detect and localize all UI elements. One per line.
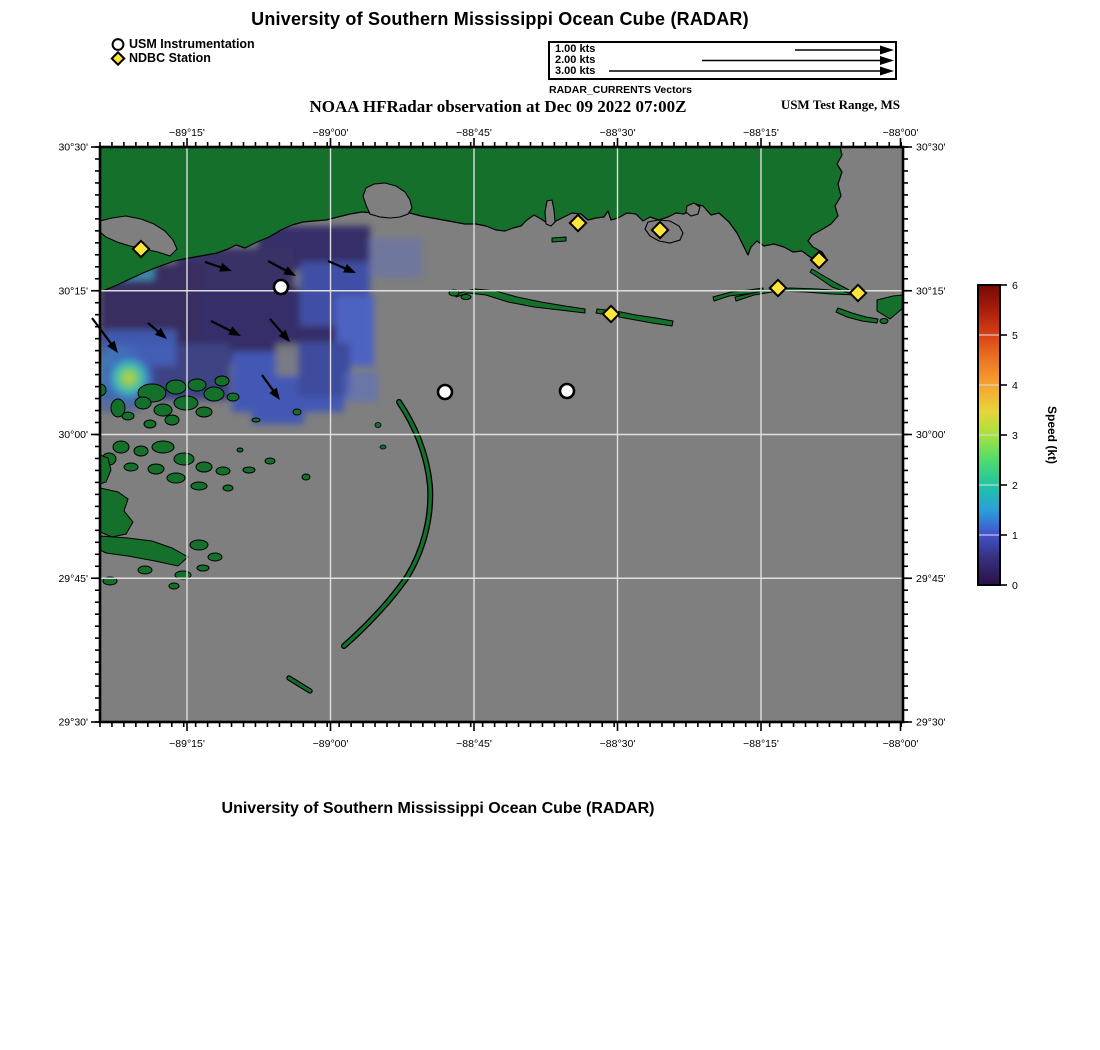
x-tick-label: −88°00' bbox=[882, 738, 919, 750]
y-tick-label: 30°00' bbox=[916, 429, 946, 441]
colorbar-tick-label: 5 bbox=[1012, 330, 1018, 342]
y-tick-label: 29°45' bbox=[58, 572, 88, 585]
y-tick-label: 29°30' bbox=[916, 716, 946, 729]
test-range-label: USM Test Range, MS bbox=[780, 97, 900, 112]
x-tick-label: −89°15' bbox=[169, 127, 205, 139]
x-tick-label: −88°00' bbox=[882, 127, 919, 139]
x-tick-label: −88°15' bbox=[743, 127, 779, 139]
usm-station-marker bbox=[274, 280, 288, 294]
vector-scale-caption: RADAR_CURRENTS Vectors bbox=[549, 84, 692, 96]
x-tick-label: −88°15' bbox=[743, 738, 779, 750]
colorbar-axis-label: Speed (kt) bbox=[1045, 405, 1059, 465]
colorbar-tick-label: 3 bbox=[1012, 430, 1018, 442]
scale-3kt-label: 3.00 kts bbox=[555, 65, 596, 77]
colorbar-tick-label: 4 bbox=[1012, 380, 1018, 392]
colorbar-tick-label: 2 bbox=[1012, 480, 1018, 492]
x-tick-label: −88°45' bbox=[456, 738, 492, 750]
legend-ndbc-label: NDBC Station bbox=[129, 50, 211, 65]
y-tick-label: 30°00' bbox=[58, 429, 88, 441]
legend-usm-label: USM Instrumentation bbox=[129, 36, 255, 51]
y-tick-label: 29°45' bbox=[916, 572, 946, 585]
colorbar-tick-label: 1 bbox=[1012, 530, 1018, 542]
x-tick-label: −89°00' bbox=[312, 127, 349, 139]
colorbar-tick-labels bbox=[1012, 280, 1018, 592]
ndbc-diamond-icon bbox=[110, 51, 126, 66]
x-tick-label: −89°15' bbox=[169, 738, 205, 750]
colorbar bbox=[978, 280, 1059, 592]
y-tick-label: 29°30' bbox=[58, 716, 88, 729]
x-tick-label: −88°45' bbox=[456, 127, 492, 139]
footer-title: University of Southern Mississippi Ocean Cube (RADAR) bbox=[221, 800, 655, 817]
y-tick-label: 30°15' bbox=[916, 285, 946, 298]
x-tick-label: −88°30' bbox=[599, 738, 636, 750]
y-tick-label: 30°15' bbox=[58, 285, 88, 298]
colorbar-ticks bbox=[1000, 285, 1007, 585]
scale-1kt-label: 1.00 kts bbox=[555, 43, 596, 55]
scale-arrows-icon bbox=[550, 43, 895, 78]
usm-circle-icon bbox=[110, 37, 126, 52]
usm-station-marker bbox=[438, 385, 452, 399]
colorbar-tick-label: 0 bbox=[1012, 580, 1018, 592]
usm-station-marker bbox=[560, 384, 574, 398]
legend-row-usm bbox=[110, 37, 255, 51]
symbol-legend bbox=[110, 37, 255, 65]
y-tick-label: 30°30' bbox=[58, 141, 88, 154]
x-tick-label: −88°30' bbox=[599, 127, 636, 139]
vector-scale-box bbox=[548, 41, 897, 80]
page-title: University of Southern Mississippi Ocean Cube (RADAR) bbox=[251, 9, 749, 29]
colorbar-tick-label: 6 bbox=[1012, 280, 1018, 292]
scale-2kt-label: 2.00 kts bbox=[555, 54, 596, 66]
legend-row-ndbc bbox=[110, 51, 255, 65]
x-tick-label: −89°00' bbox=[312, 738, 349, 750]
y-tick-label: 30°30' bbox=[916, 141, 946, 154]
observation-subtitle: NOAA HFRadar observation at Dec 09 2022 07:00Z bbox=[309, 97, 687, 116]
